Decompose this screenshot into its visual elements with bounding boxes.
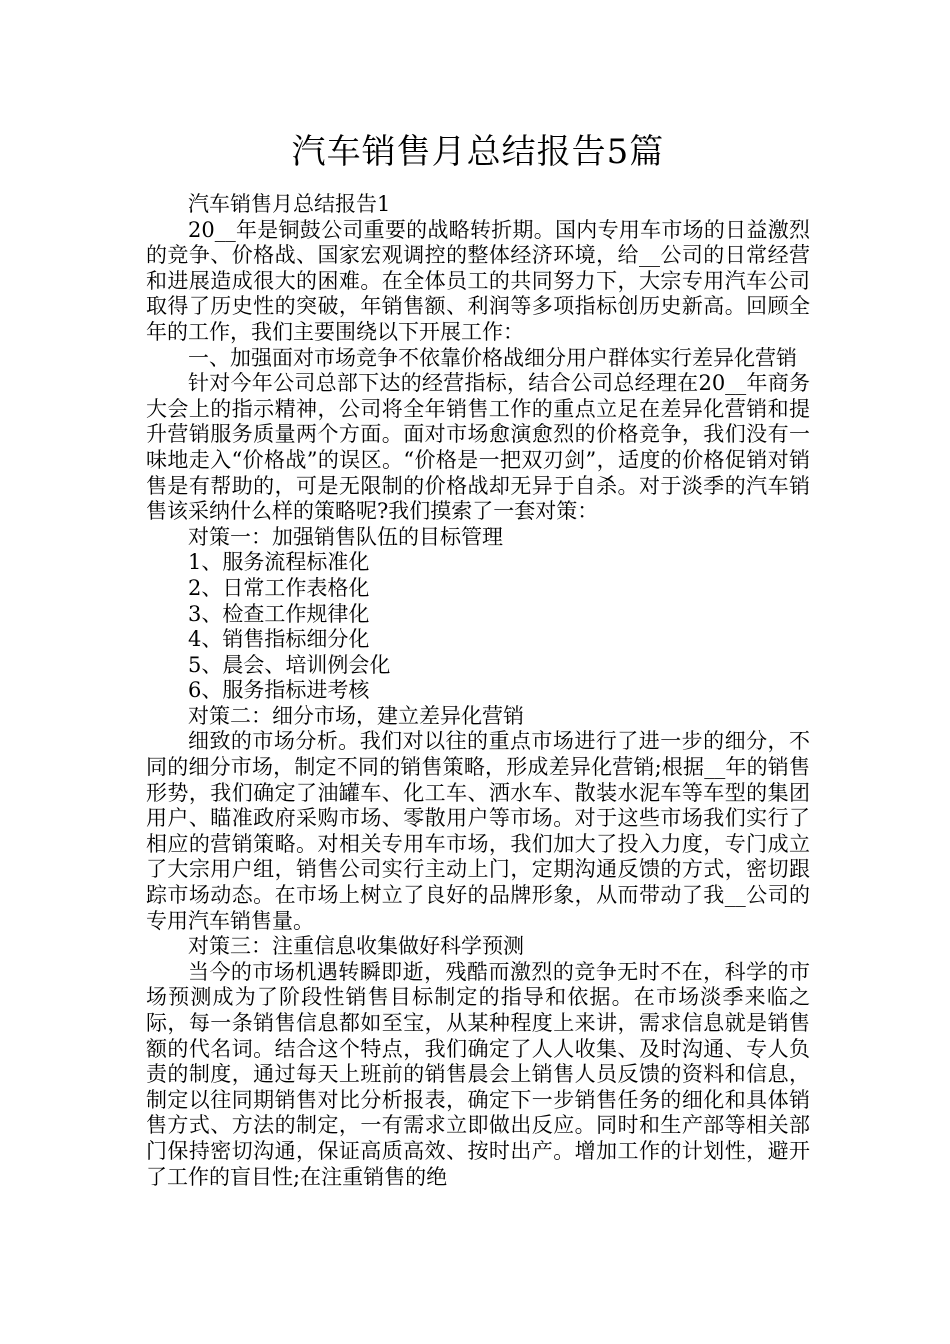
strategy-paragraph: 细致的市场分析。我们对以往的重点市场进行了进一步的细分，不同的细分市场，制定不同的销售策略，形成差异化营销;根据__年的销售形势，我们确定了油罐车、化工车、洒水车、散装水泥车等车型的集团用户、瞄准政府采购市场、零散用户等市场。对于这些市场我们实行了相应的营销策略。对相关专用车市场，我们加大了投入力度，专门成立了大宗用户组，销售公司实行主动上门，定期沟通反馈的方式，密切跟踪市场动态。在市场上树立了良好的品牌形象，从而带动了我__公司的专用汽车销售量。 [146, 729, 810, 933]
list-item: 1、服务流程标准化 [188, 550, 370, 575]
strategy-heading: 对策三：注重信息收集做好科学预测 [188, 934, 524, 959]
strategy-heading: 对策二：细分市场，建立差异化营销 [188, 703, 524, 728]
list-item: 5、晨会、培训例会化 [188, 652, 391, 677]
page-title: 汽车销售月总结报告5篇 [291, 132, 665, 172]
report-subtitle: 汽车销售月总结报告1 [188, 192, 391, 216]
list-item: 6、服务指标进考核 [188, 678, 370, 703]
strategy-paragraph: 当今的市场机遇转瞬即逝，残酷而激烈的竞争无时不在，科学的市场预测成为了阶段性销售目标制定的指导和依据。在市场淡季来临之际，每一条销售信息都如至宝，从某种程度上来讲，需求信息就是销售额的代名词。结合这个特点，我们确定了人人收集、及时沟通、专人负责的制度，通过每天上班前的销售晨会上销售人员反馈的资料和信息，制定以往同期销售对比分析报表，确定下一步销售任务的细化和具体销售方式、方法的制定，一有需求立即做出反应。同时和生产部等相关部门保持密切沟通，保证高质高效、按时出产。增加工作的计划性，避开了工作的盲目性;在注重销售的绝 [146, 959, 810, 1189]
section-heading: 一、加强面对市场竞争不依靠价格战细分用户群体实行差异化营销 [188, 345, 797, 370]
list-item: 2、日常工作表格化 [188, 575, 370, 600]
section-paragraph: 针对今年公司总部下达的经营指标，结合公司总经理在20__年商务大会上的指示精神，公司将全年销售工作的重点立足在差异化营销和提升营销服务质量两个方面。面对市场愈演愈烈的价格竞争，我们没有一味地走入“价格战”的误区。“价格是一把双刃剑”，适度的价格促销对销售是有帮助的，可是无限制的价格战却无异于自杀。对于淡季的汽车销售该采纳什么样的策略呢?我们摸索了一套对策： [146, 371, 810, 524]
list-item: 4、销售指标细分化 [188, 627, 370, 652]
intro-paragraph: 20__年是铜鼓公司重要的战略转折期。国内专用车市场的日益激烈的竞争、价格战、国家宏观调控的整体经济环境，给__公司的日常经营和进展造成很大的困难。在全体员工的共同努力下，大宗专用汽车公司取得了历史性的突破，年销售额、利润等多项指标创历史新高。回顾全年的工作，我们主要围绕以下开展工作： [146, 217, 810, 344]
strategy-heading: 对策一：加强销售队伍的目标管理 [188, 524, 503, 549]
document-body [146, 128, 810, 1190]
list-item: 3、检查工作规律化 [188, 601, 370, 626]
